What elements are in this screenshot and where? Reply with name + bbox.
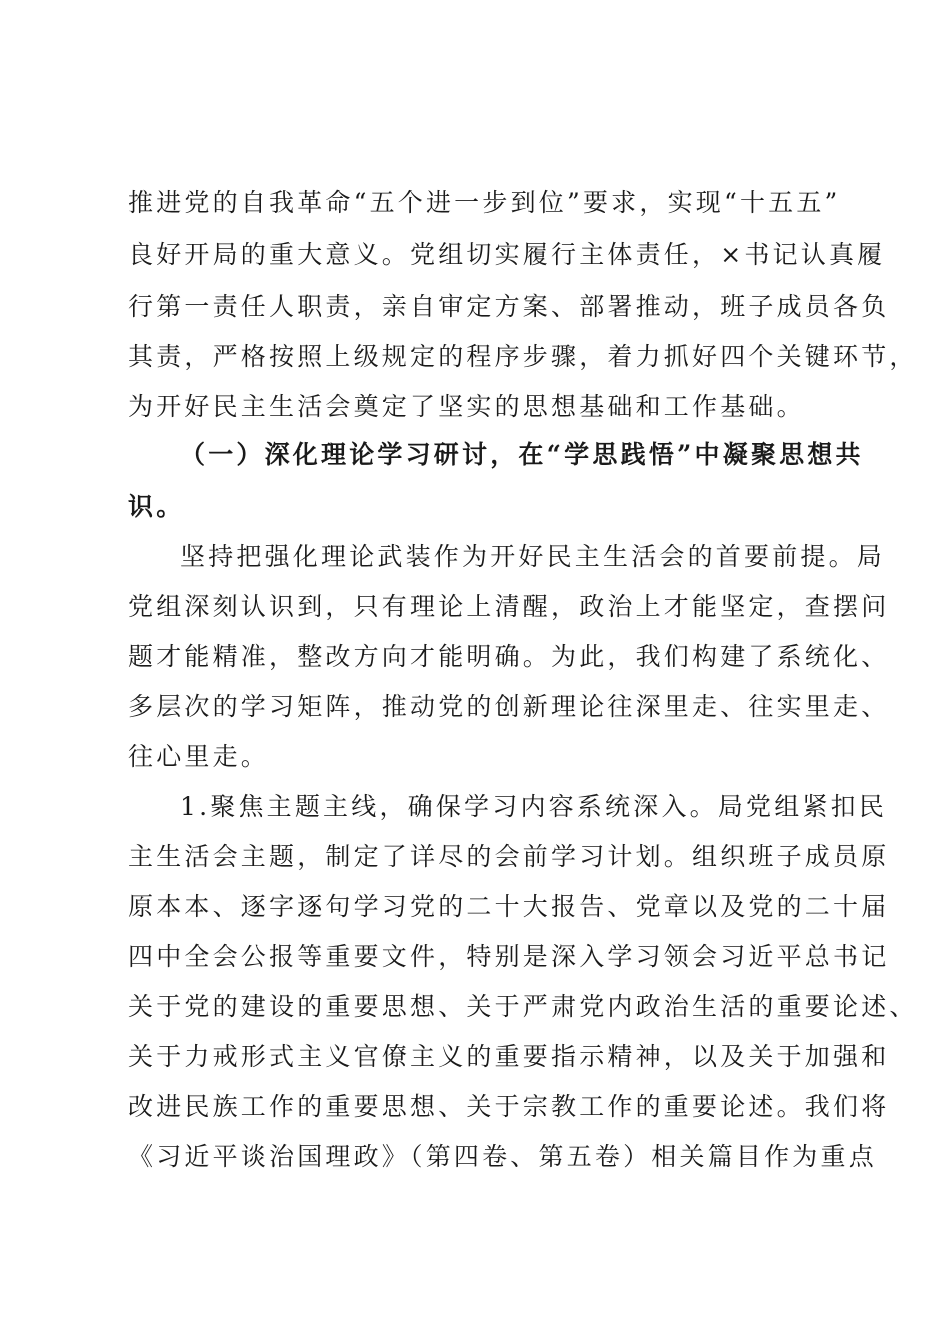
text-line: 推进党的自我革命“五个进一步到位”要求，实现“十五五” [128, 188, 841, 217]
section-heading-continuation: 识。 [128, 492, 185, 521]
text-line: 题才能精准，整改方向才能明确。为此，我们构建了系统化、 [128, 642, 890, 671]
text-line: 行第一责任人职责，亲自审定方案、部署推动，班子成员各负 [128, 292, 890, 321]
text-line: 党组深刻认识到，只有理论上清醒，政治上才能坚定，查摆问 [128, 592, 890, 621]
text-line: 《习近平谈治国理政》（第四卷、第五卷）相关篇目作为重点 [128, 1142, 877, 1171]
text-line: 主生活会主题，制定了详尽的会前学习计划。组织班子成员原 [128, 842, 890, 871]
text-line: 关于党的建设的重要思想、关于严肃党内政治生活的重要论述、 [128, 992, 918, 1021]
text-line: 关于力戒形式主义官僚主义的重要指示精神，以及关于加强和 [128, 1042, 890, 1071]
text-line: 改进民族工作的重要思想、关于宗教工作的重要论述。我们将 [128, 1092, 890, 1121]
paragraph-first-line: 坚持把强化理论武装作为开好民主生活会的首要前提。局 [180, 542, 886, 571]
text-line: 原本本、逐字逐句学习党的二十大报告、党章以及党的二十届 [128, 892, 890, 921]
text-line: 其责，严格按照上级规定的程序步骤，着力抓好四个关键环节， [128, 342, 918, 371]
text-line: 多层次的学习矩阵，推动党的创新理论往深里走、往实里走、 [128, 692, 890, 721]
section-heading: （一）深化理论学习研讨，在“学思践悟”中凝聚思想共 [180, 440, 864, 469]
text-line: 为开好民主生活会奠定了坚实的思想基础和工作基础。 [128, 392, 805, 421]
text-line: 往心里走。 [128, 742, 270, 771]
paragraph-first-line: 1.聚焦主题主线，确保学习内容系统深入。局党组紧扣民 [180, 792, 888, 821]
text-line: 良好开局的重大意义。党组切实履行主体责任，×书记认真履 [128, 240, 886, 269]
text-line: 四中全会公报等重要文件，特别是深入学习领会习近平总书记 [128, 942, 890, 971]
